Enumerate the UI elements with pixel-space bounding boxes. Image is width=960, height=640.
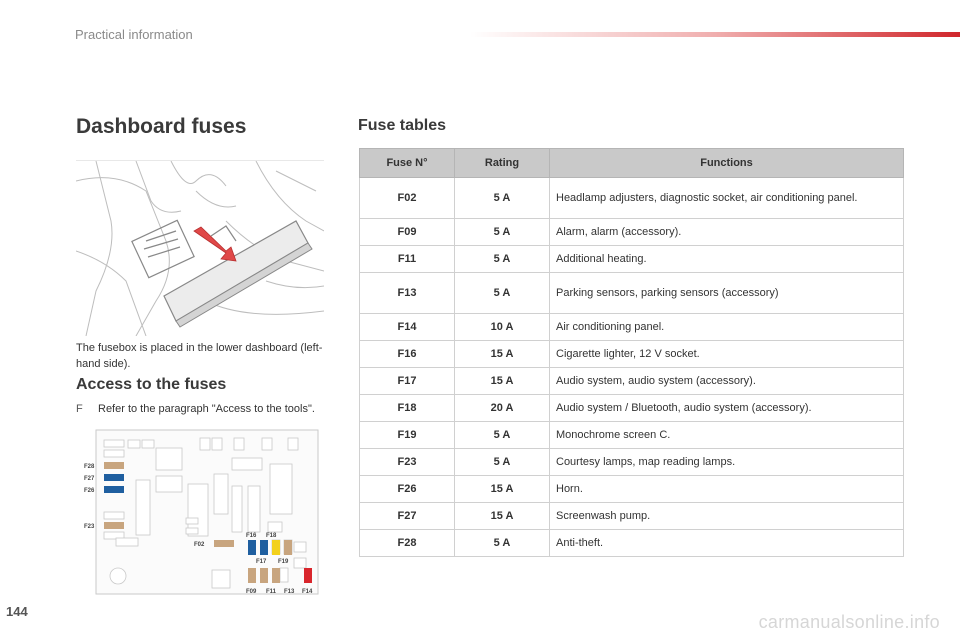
fuse-function: Audio system / Bluetooth, audio system (accessory). [550, 395, 904, 422]
fuse-number: F09 [360, 219, 455, 246]
fuse-label-f13: F13 [284, 589, 295, 595]
fuse-number: F19 [360, 422, 455, 449]
section-header: Practical information [75, 27, 193, 42]
fuse-function: Parking sensors, parking sensors (accessory) [550, 273, 904, 314]
table-row [360, 368, 904, 395]
page-number: 144 [6, 604, 28, 619]
table-row [360, 246, 904, 273]
fuse-number: F28 [360, 530, 455, 557]
dashboard-fusebox-illustration [76, 160, 324, 336]
fusebox-location-caption: The fusebox is placed in the lower dashboard (left-hand side). [76, 342, 323, 370]
fuse-label-f28: F28 [84, 464, 95, 470]
fuse-rating: 5 A [455, 219, 550, 246]
header-accent-bar [470, 32, 960, 37]
fuse-label-f11: F11 [266, 589, 277, 595]
table-row [360, 219, 904, 246]
fuse-function: Headlamp adjusters, diagnostic socket, air conditioning panel. [550, 178, 904, 219]
fuse-number: F18 [360, 395, 455, 422]
table-row [360, 449, 904, 476]
fuse-number: F13 [360, 273, 455, 314]
fuse-label-f19: F19 [278, 559, 289, 565]
table-row [360, 476, 904, 503]
fuse-function: Screenwash pump. [550, 503, 904, 530]
fuse-function: Alarm, alarm (accessory). [550, 219, 904, 246]
fuse-label-f26: F26 [84, 488, 95, 494]
access-fuses-instruction [76, 403, 315, 415]
table-row [360, 503, 904, 530]
fuse-rating: 15 A [455, 503, 550, 530]
fuse-rating: 15 A [455, 476, 550, 503]
table-row [360, 273, 904, 314]
fuse-rating: 20 A [455, 395, 550, 422]
table-row [360, 314, 904, 341]
fuse-rating: 15 A [455, 368, 550, 395]
fuse-number: F27 [360, 503, 455, 530]
fuse-rating: 5 A [455, 449, 550, 476]
access-fuses-heading: Access to the fuses [76, 376, 227, 393]
fuse-tables-heading: Fuse tables [358, 117, 447, 134]
table-row [360, 422, 904, 449]
column-header-fuse: Fuse N° [360, 149, 455, 178]
access-fuses-text: Refer to the paragraph "Access to the tools". [98, 403, 315, 415]
fuse-number: F17 [360, 368, 455, 395]
column-header-functions: Functions [550, 149, 904, 178]
fuse-function: Courtesy lamps, map reading lamps. [550, 449, 904, 476]
fusebox-layout-diagram [82, 428, 322, 596]
fuse-function: Air conditioning panel. [550, 314, 904, 341]
fuse-function: Anti-theft. [550, 530, 904, 557]
fuse-function: Cigarette lighter, 12 V socket. [550, 341, 904, 368]
table-row [360, 341, 904, 368]
watermark: carmanualsonline.info [758, 612, 940, 632]
fuse-label-f27: F27 [84, 476, 95, 482]
bullet-marker: F [76, 403, 83, 415]
fuse-number: F23 [360, 449, 455, 476]
fuse-rating: 5 A [455, 422, 550, 449]
fuse-label-f17: F17 [256, 559, 267, 565]
fuse-rating: 10 A [455, 314, 550, 341]
fuse-rating: 5 A [455, 178, 550, 219]
table-row [360, 395, 904, 422]
fuse-function: Monochrome screen C. [550, 422, 904, 449]
table-row [360, 530, 904, 557]
fuse-label-f16: F16 [246, 533, 257, 539]
fuse-function: Horn. [550, 476, 904, 503]
fuse-number: F02 [360, 178, 455, 219]
column-header-rating: Rating [455, 149, 550, 178]
fuse-label-f02: F02 [194, 542, 205, 548]
fuse-number: F16 [360, 341, 455, 368]
fuse-table [359, 148, 904, 557]
fuse-label-f18: F18 [266, 533, 277, 539]
fuse-rating: 15 A [455, 341, 550, 368]
fuse-function: Additional heating. [550, 246, 904, 273]
fuse-number: F26 [360, 476, 455, 503]
fuse-number: F11 [360, 246, 455, 273]
fuse-rating: 5 A [455, 246, 550, 273]
fuse-number: F14 [360, 314, 455, 341]
fuse-label-f09: F09 [246, 589, 257, 595]
fuse-rating: 5 A [455, 273, 550, 314]
page-title: Dashboard fuses [76, 115, 247, 138]
table-row [360, 178, 904, 219]
fuse-label-f14: F14 [302, 589, 313, 595]
fuse-function: Audio system, audio system (accessory). [550, 368, 904, 395]
fuse-label-f23: F23 [84, 524, 95, 530]
fuse-rating: 5 A [455, 530, 550, 557]
fuse-table-header [360, 149, 904, 178]
